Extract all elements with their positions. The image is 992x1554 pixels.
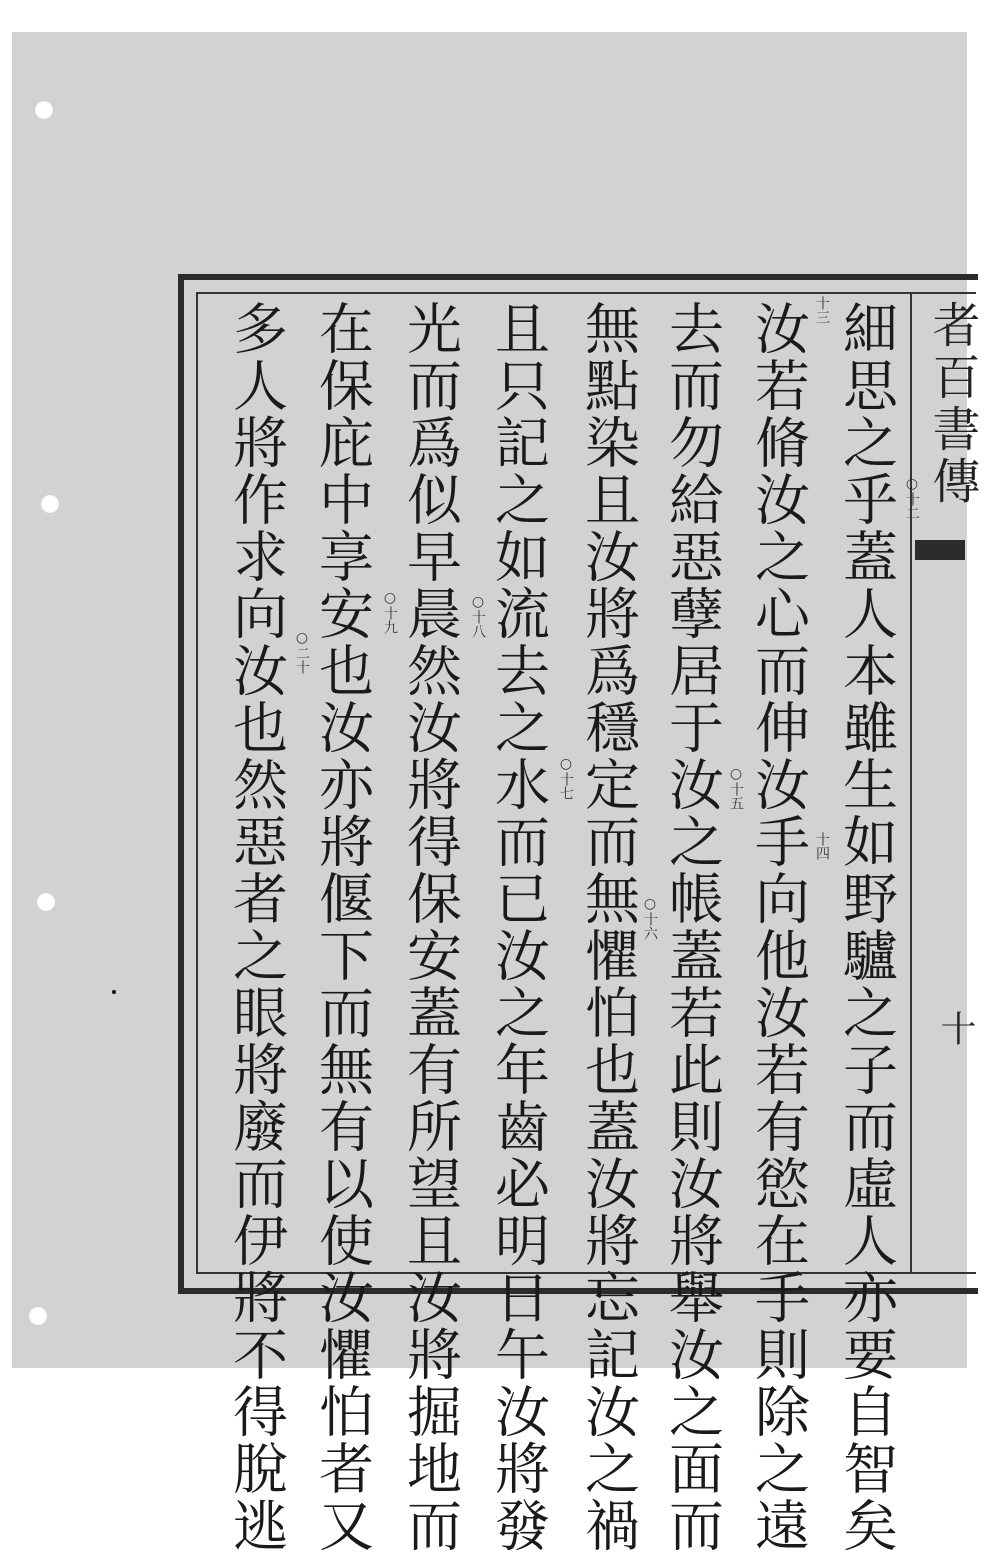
text-column-1: 細思之乎蓋人本雖生如野驢之子而虛人亦要自智矣 [834,300,898,1554]
verse-marker: ○十九 [382,590,398,634]
text-column-7: 在保庇中享安也汝亦將偃下而無有以使汝懼怕者又 [310,300,374,1554]
text-column-3: 去而勿給惡孽居于汝之帳蓋若此則汝將舉汝之面而 [660,300,724,1554]
binder-hole-2 [40,494,60,514]
verse-marker: 十四 [814,832,830,860]
verse-marker: ○十六 [642,896,658,940]
verse-marker: ○十五 [728,766,744,810]
verse-marker: 十三 [814,296,830,324]
verse-marker: ○二十 [294,630,310,674]
book-title: 者百書傳 [924,300,980,508]
leaf-number: 十 [935,1010,976,1046]
text-column-8: 多人將作求向汝也然惡者之眼將廢而伊將不得脫逃 [224,300,288,1554]
text-column-5: 且只記之如流去之水而已汝之年齒必明日午汝將發 [486,300,550,1554]
binder-hole-3 [36,892,56,912]
binder-hole-1 [34,100,54,120]
verse-marker: ○十七 [558,756,574,800]
center-margin-line [910,292,912,1274]
stray-mark [112,990,116,994]
fish-tail-mark [915,540,965,560]
binder-hole-4 [28,1306,48,1326]
verse-marker: ○十二 [904,476,920,520]
text-column-2: 汝若脩汝之心而伸汝手向他汝若有慾在手則除之遠 [746,300,810,1554]
verse-marker: ○十八 [470,594,486,638]
text-column-4: 無點染且汝將爲穩定而無懼怕也蓋汝將忘記汝之禍 [576,300,640,1554]
text-column-6: 光而爲似早晨然汝將得保安蓋有所望且汝將掘地而 [398,300,462,1554]
